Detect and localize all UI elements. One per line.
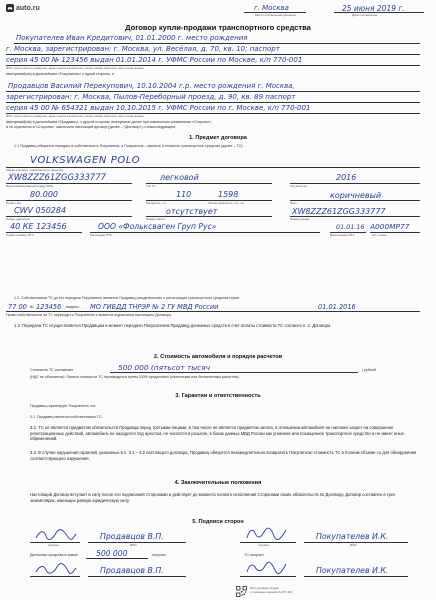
power-value: 110 xyxy=(176,190,192,199)
color-value: коричневый xyxy=(330,191,382,200)
seller-line-2: зарегистрирован: г. Москва, Пылов-Переборный проезд, д. 90, кв. 89 паспорт xyxy=(6,93,296,101)
seller-role-text-2: а по отдельности «Сторона», заключили настоящий договор (далее – «Договор») о нижеследующем: xyxy=(6,125,176,129)
seller-caption: ФИО, дата и место рождения, адрес места жительства, серия, номер паспорта, кем и когда выдан xyxy=(6,114,144,118)
car-logo-icon xyxy=(6,4,14,12)
seller-sign-caption: подпись xyxy=(48,543,60,547)
section-2-p1-cont: (НДС не облагается). Оплата стоимости ТС производится путем 100% предоплаты (наличными или безналичным расчетом). xyxy=(30,375,240,379)
mileage-value: 80.000 xyxy=(30,190,58,199)
section-1-p3: 1.3. Передача ТС осуществляется Продавцом в момент передачи Покупателем Продавцу денежных средств в счет оплаты стоимости ТС согласно п. 2. Договора. xyxy=(14,323,332,328)
section-4-heading: 4. Заключительные положения xyxy=(174,480,262,486)
seller-sign-name: Продавцов В.П. xyxy=(100,532,164,541)
cert-issued-label: , выдано xyxy=(64,305,79,309)
vin-value: XW8ZZZ61ZGG333777 xyxy=(8,172,106,182)
seller-line-3: серия 45 00 № 654321 выдан 10.10.2015 г. УФМС России по г. Москве, к/п 770-001 xyxy=(6,104,311,112)
seller-sign-name-2: Продавцов В.П. xyxy=(100,566,164,575)
qr-code-icon xyxy=(236,584,247,600)
vehicle-make: VOLKSWAGEN POLO xyxy=(30,155,141,166)
section-3-p2: 3.2. ТС не является предметом обязательств Продавца перед третьими лицами, в том числе не является предметом залога, в отношении автомобиля не наложен запрет на совершение регистрационных действий, автомобиль не находится под арестом, не числится в розыске, в базах данных МВД России как угнанное или похищенное транспортное средство и не имеет иных обременений. xyxy=(30,425,404,442)
engine-value: CWV 050284 xyxy=(14,206,67,215)
year-value: 2016 xyxy=(336,173,357,182)
price-label: Стоимость ТС составляет xyxy=(30,368,74,372)
logo-text: auto.ru xyxy=(16,4,40,12)
buyer-sign-caption: подпись xyxy=(258,543,270,547)
plate-value: А000МР77 xyxy=(370,222,410,231)
pts-issued-by-caption: Кем выдан ПТС xyxy=(90,233,113,237)
engine-caption: Номер двигателя xyxy=(6,217,31,221)
chassis-caption: Номер шасси xyxy=(146,217,165,221)
body-type-value: легковой xyxy=(160,173,199,182)
cert-series: 77 00 xyxy=(8,303,27,311)
price-value: 500 000 (пятьсот тысяч xyxy=(118,363,210,372)
section-3-p3: 3.3. В случае нарушения гарантий, указанных в п. 3.1 – 3.2 настоящего договора, Продавец обязуется незамедлительно возвратить Покупателю стоимость ТС в полном объеме со дня обнаружения соответствующего нарушения. xyxy=(30,450,417,461)
section-1-heading: 1. Предмет договора xyxy=(189,135,247,141)
money-text: Денежные средства в сумме xyxy=(30,553,78,557)
pts-date-value: 01.01.16 xyxy=(336,223,365,231)
buyer-caption: ФИО, дата и место рождения, адрес места жительства, серия, номер паспорта, кем и когда выдан xyxy=(6,66,144,70)
date-caption: Дата составления xyxy=(352,13,378,17)
section-3-p1: 3.1. Продавец является собственником ТС. xyxy=(30,415,103,419)
color-caption: Цвет xyxy=(290,201,297,205)
body-type-caption: Тип ТС xyxy=(146,184,156,188)
mileage-caption: Пробег, км xyxy=(6,201,21,205)
date-value: 25 июня 2019 г. xyxy=(342,4,405,13)
power-caption: Мощность, л.с. xyxy=(146,201,168,205)
chassis-value: отсутствует xyxy=(166,207,218,216)
buyer-role-text: именуемый(ая) в дальнейшем «Покупатель» с одной стороны, и xyxy=(6,72,115,76)
city-caption: Место составления договора xyxy=(255,13,296,17)
body-number-value: XW8ZZZ61ZGG333777 xyxy=(292,207,386,216)
buyer-sign-name: Покупателев И.К. xyxy=(316,532,389,541)
footer-text-1: Этот договор создан xyxy=(250,586,279,590)
section-1-p2-end: Право собственности на ТС переходит к Покупателю с момента подписания настоящего Договора. xyxy=(6,313,172,317)
contract-title: Договор купли-продажи транспортного средства xyxy=(125,23,311,32)
cert-number: 123456 xyxy=(36,303,62,311)
cert-date: 01.01.2016 xyxy=(318,303,356,311)
vehicle-make-caption: Марка и модель транспортного средства xyxy=(6,168,64,172)
seller-signature-2 xyxy=(34,562,78,581)
money-value: 500 000 xyxy=(96,549,128,558)
footer-text-2: с помощью сервиса AUTO.RU xyxy=(250,590,293,594)
seller-line-1: Продавцов Василий Перекупович, 10.10.2004 г.р. место рождения г. Москва, xyxy=(8,82,295,90)
buyer-line-1: Покупателев Иван Кредитович, 01.01.2000 г. место рождения xyxy=(16,34,248,42)
money-received-text: получил xyxy=(152,553,166,557)
body-number-caption: Номер кузова xyxy=(290,217,310,221)
buyer-line-2: г. Москва, зарегистрирован: г. Москва, ул. Весёлая, д. 70, кв. 10; паспорт xyxy=(6,45,280,53)
buyer-signature-2 xyxy=(244,560,288,581)
pts-date-caption: Дата выдачи ПТС xyxy=(330,233,355,237)
plate-caption: Гос. номер xyxy=(372,233,387,237)
vehicle-received-text: ТС получил xyxy=(244,553,264,557)
buyer-sign-name-2: Покупателев И.К. xyxy=(316,566,389,575)
pts-value: 40 КЕ 123456 xyxy=(10,222,67,231)
section-3-intro: Продавец гарантирует Покупателю что: xyxy=(30,404,97,408)
section-2-heading: 2. Стоимость автомобиля и порядок расчетов xyxy=(153,354,283,360)
buyer-line-3: серия 45 00 № 123456 выдан 01.01.2014 г. УФМС России по Москве, к/п 770-001 xyxy=(6,56,303,64)
pts-caption: Серия и номер ПТС xyxy=(6,233,34,237)
price-unit: ) рублей xyxy=(362,368,376,372)
buyer-name-caption: ФИО xyxy=(350,543,357,547)
volume-caption: Объём двигателя, куб. см xyxy=(208,201,244,205)
city-value: г. Москва xyxy=(254,4,289,12)
logo xyxy=(6,4,40,12)
seller-name-caption: ФИО xyxy=(130,543,137,547)
cert-no-label: № xyxy=(30,305,34,309)
cert-issued-by: МО ГИБДД ТНРЭР № 2 ГУ МВД России xyxy=(90,303,219,311)
pts-issued-by-value: ООО «Фольксваген Груп Рус» xyxy=(98,222,217,231)
section-3-heading: 3. Гарантии и ответственность xyxy=(175,393,261,399)
volume-value: 1598 xyxy=(218,190,239,199)
section-4-p1: Настоящий Договор вступает в силу после его подписания Сторонами и действует до момента полного исполнения Сторонами своих обязательств по Договору. Договор составлен в трех экземплярах, имеющих равную юридическую силу. xyxy=(30,492,396,503)
section-1-p2-start: 1.2. Собственником ТС до его передачи Покупателю является Продавец (свидетельство о регистрации транспортного средства серия xyxy=(14,296,240,300)
seller-role-text-1: именуемый(ая) в дальнейшем «Продавец», с другой стороны, именуемые далее при совместном упоминании «Стороны», xyxy=(6,120,212,124)
vin-caption: Идентификационный номер (VIN) xyxy=(6,184,54,188)
section-5-heading: 5. Подписи сторон xyxy=(192,519,244,525)
year-caption: Год выпуска xyxy=(290,184,307,188)
section-1-p1: 1.1 Продавец обязуется передать в собственность Покупателя, а Покупатель – принять и оплатить транспортное средство (далее – ТС). xyxy=(14,144,244,148)
